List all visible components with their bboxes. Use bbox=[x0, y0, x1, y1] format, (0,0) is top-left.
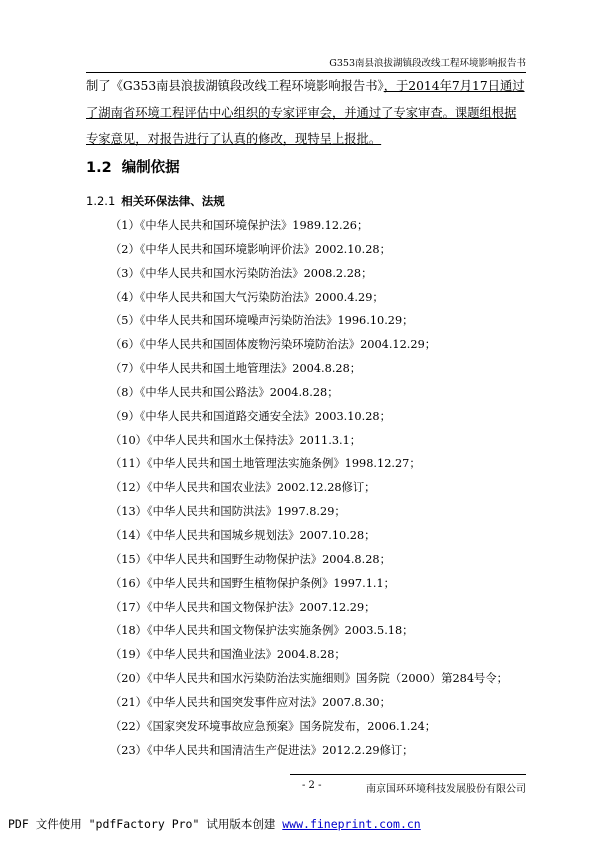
subsection-title: 相关环保法律、法规 bbox=[121, 194, 225, 208]
law-item: （21）《中华人民共和国突发事件应对法》2007.8.30； bbox=[110, 695, 391, 709]
law-item: （3）《中华人民共和国水污染防治法》2008.2.28； bbox=[110, 266, 373, 280]
intro-text-part2: ，于2014年7月17日通过了湖南省环境工程评估中心组织的专家评审会，并通过了专家审查。课题组根据专家意见，对报告进行了认真的修改，现特呈上报批。 bbox=[86, 79, 525, 146]
intro-text-part1: 制了《G353南县浪拔湖镇段改线工程环境影响报告书》 bbox=[86, 79, 384, 93]
law-item: （20）《中华人民共和国水污染防治法实施细则》国务院（2000）第284号令； bbox=[110, 672, 508, 686]
law-item: （11）《中华人民共和国土地管理法实施条例》1998.12.27； bbox=[110, 457, 421, 471]
intro-paragraph bbox=[86, 73, 526, 153]
law-item: （7）《中华人民共和国土地管理法》2004.8.28； bbox=[110, 362, 362, 376]
report-title: G353南县浪拔湖镇段改线工程环境影响报告书 bbox=[329, 58, 526, 69]
watermark-text: PDF 文件使用 "pdfFactory Pro" 试用版本创建 bbox=[8, 817, 283, 831]
law-item: （13）《中华人民共和国防洪法》1997.8.29； bbox=[110, 505, 346, 519]
law-item: （9）《中华人民共和国道路交通安全法》2003.10.28； bbox=[110, 409, 391, 423]
footer-divider bbox=[290, 774, 526, 775]
law-item: （16）《中华人民共和国野生植物保护条例》1997.1.1； bbox=[110, 576, 395, 590]
watermark-link[interactable]: www.fineprint.com.cn bbox=[282, 817, 421, 831]
page-number: - 2 - bbox=[302, 780, 322, 791]
law-item: （15）《中华人民共和国野生动物保护法》2004.8.28； bbox=[110, 552, 391, 566]
law-list bbox=[110, 214, 540, 762]
law-item: （1）《中华人民共和国环境保护法》1989.12.26； bbox=[110, 219, 369, 232]
subsection-heading bbox=[86, 193, 225, 209]
section-number: 1.2 bbox=[86, 160, 112, 176]
law-item: （12）《中华人民共和国农业法》2002.12.28修订； bbox=[110, 481, 376, 495]
page-header bbox=[86, 55, 526, 73]
law-item: （10）《中华人民共和国水土保持法》2011.3.1； bbox=[110, 433, 362, 447]
section-title: 编制依据 bbox=[121, 160, 180, 176]
law-item: （19）《中华人民共和国渔业法》2004.8.28； bbox=[110, 648, 346, 662]
law-item: （6）《中华人民共和国固体废物污染环境防治法》2004.12.29； bbox=[110, 338, 437, 352]
law-item: （18）《中华人民共和国文物保护法实施条例》2003.5.18； bbox=[110, 624, 414, 638]
pdf-watermark bbox=[8, 816, 421, 832]
law-item: （4）《中华人民共和国大气污染防治法》2000.4.29； bbox=[110, 290, 384, 304]
law-item: （14）《中华人民共和国城乡规划法》2007.10.28； bbox=[110, 528, 376, 542]
law-item: （5）《中华人民共和国环境噪声污染防治法》1996.10.29； bbox=[110, 314, 414, 328]
law-item: （8）《中华人民共和国公路法》2004.8.28； bbox=[110, 385, 339, 399]
company-name: 南京国环环境科技发展股份有限公司 bbox=[366, 784, 526, 795]
law-item: （2）《中华人民共和国环境影响评价法》2002.10.28； bbox=[110, 242, 391, 256]
law-item: （22）《国家突发环境事故应急预案》国务院发布，2006.1.24； bbox=[110, 719, 437, 733]
law-item: （23）《中华人民共和国清洁生产促进法》2012.2.29修订； bbox=[110, 743, 414, 757]
section-heading bbox=[86, 156, 180, 177]
law-item: （17）《中华人民共和国文物保护法》2007.12.29； bbox=[110, 600, 376, 614]
subsection-number: 1.2.1 bbox=[86, 194, 116, 208]
